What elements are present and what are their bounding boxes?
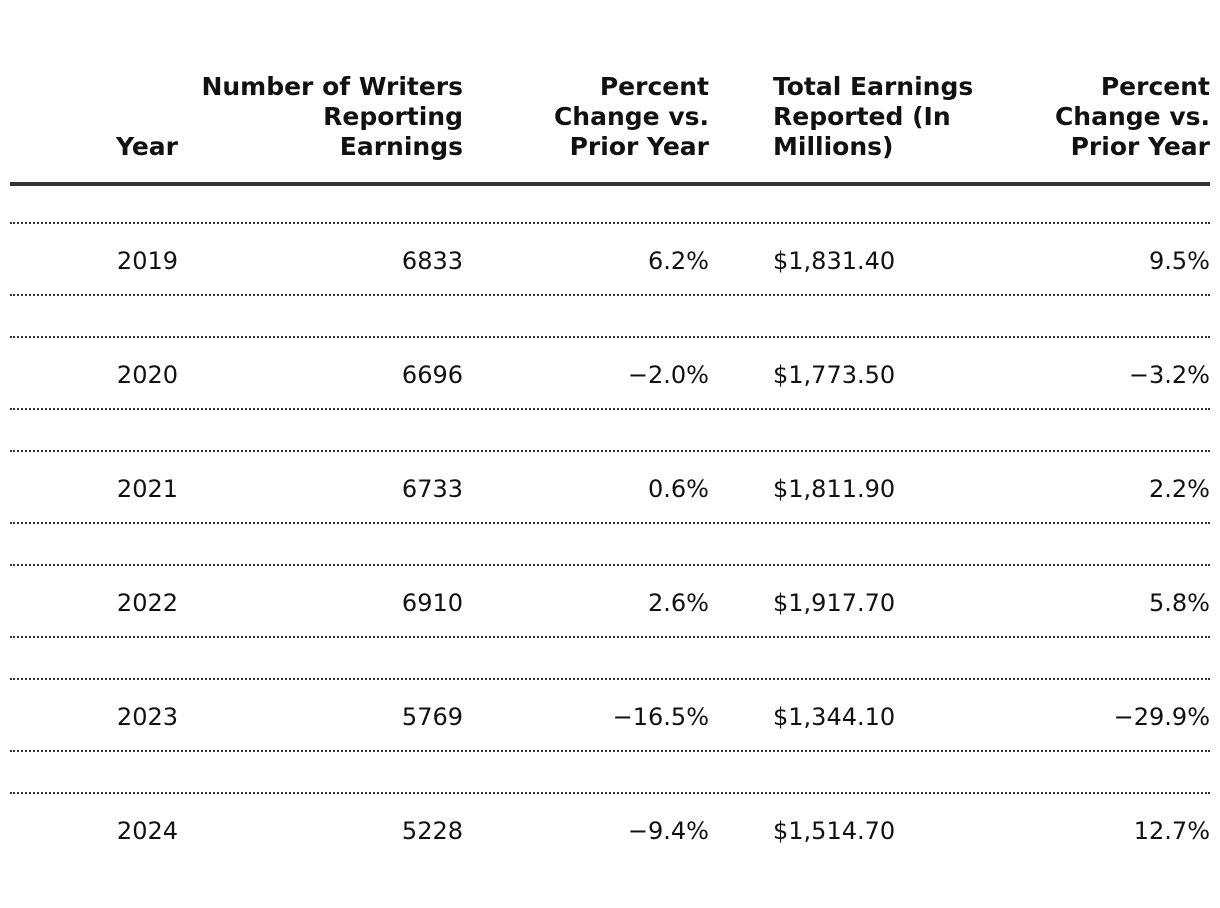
cell-writers: 5228: [401, 817, 463, 845]
header-pct-change-earnings: Percent Change vs. Prior Year: [1054, 72, 1210, 161]
table-row: [10, 452, 1210, 566]
row-divider: [10, 522, 1210, 524]
table-row: [10, 224, 1210, 338]
cell-year: 2019: [116, 247, 178, 275]
cell-pct-change-earnings: 12.7%: [1133, 817, 1210, 845]
cell-earnings: $1,811.90: [773, 475, 896, 503]
cell-year: 2023: [116, 703, 178, 731]
cell-earnings: $1,344.10: [773, 703, 896, 731]
cell-pct-change-writers: 6.2%: [648, 247, 709, 275]
cell-writers: 5769: [401, 703, 463, 731]
cell-earnings: $1,917.70: [773, 589, 896, 617]
cell-writers: 6696: [401, 361, 463, 389]
cell-year: 2022: [116, 589, 178, 617]
table-header: [10, 0, 1210, 186]
cell-year: 2020: [116, 361, 178, 389]
cell-pct-change-writers: 2.6%: [648, 589, 709, 617]
header-writers: Number of Writers Reporting Earnings: [201, 72, 463, 161]
cell-writers: 6833: [401, 247, 463, 275]
earnings-table: [10, 0, 1210, 908]
row-divider: [10, 408, 1210, 410]
cell-earnings: $1,773.50: [773, 361, 896, 389]
cell-earnings: $1,831.40: [773, 247, 896, 275]
cell-pct-change-earnings: −3.2%: [1128, 361, 1210, 389]
cell-pct-change-writers: 0.6%: [648, 475, 709, 503]
table-row: [10, 794, 1210, 908]
cell-pct-change-earnings: 5.8%: [1149, 589, 1210, 617]
table-row: [10, 680, 1210, 794]
cell-pct-change-earnings: −29.9%: [1113, 703, 1210, 731]
cell-pct-change-writers: −16.5%: [612, 703, 709, 731]
header-pct-change-writers: Percent Change vs. Prior Year: [553, 72, 709, 161]
cell-earnings: $1,514.70: [773, 817, 896, 845]
table-row: [10, 566, 1210, 680]
cell-year: 2024: [116, 817, 178, 845]
cell-pct-change-earnings: 2.2%: [1149, 475, 1210, 503]
cell-writers: 6733: [401, 475, 463, 503]
table-row: [10, 338, 1210, 452]
header-earnings: Total Earnings Reported (In Millions): [773, 72, 974, 161]
row-divider: [10, 294, 1210, 296]
header-year: Year: [116, 132, 178, 161]
row-divider: [10, 750, 1210, 752]
row-divider: [10, 636, 1210, 638]
cell-pct-change-earnings: 9.5%: [1149, 247, 1210, 275]
cell-writers: 6910: [401, 589, 463, 617]
cell-pct-change-writers: −9.4%: [627, 817, 709, 845]
cell-year: 2021: [116, 475, 178, 503]
cell-pct-change-writers: −2.0%: [627, 361, 709, 389]
table-spacer: [10, 186, 1210, 224]
table-body: [10, 224, 1210, 908]
